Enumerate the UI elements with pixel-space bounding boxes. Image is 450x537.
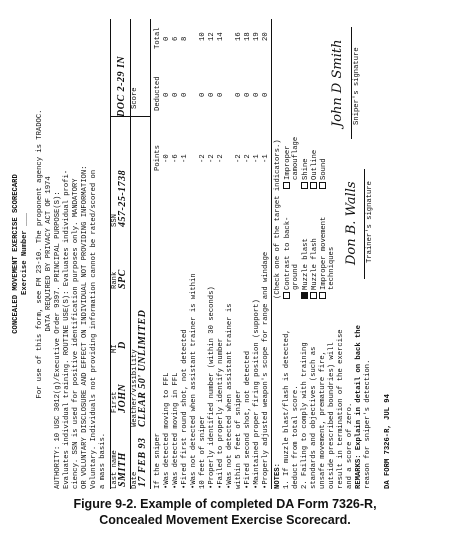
criteria-deducted: 0 bbox=[199, 92, 207, 97]
form-title: CONCEALED MOVEMENT EXERCISE SCORECARD bbox=[12, 174, 20, 334]
criteria-text: •Maintained proper firing position (support) bbox=[253, 299, 261, 489]
privacy-header: DATA REQUIRED BY PRIVACY ACT OF 1974 bbox=[45, 176, 53, 332]
total-header: Total bbox=[154, 27, 162, 49]
divider bbox=[271, 19, 272, 489]
criteria-deducted: 0 bbox=[253, 92, 261, 97]
deducted-header: Deducted bbox=[154, 76, 162, 111]
date-label: Date bbox=[131, 471, 139, 489]
divider bbox=[150, 19, 151, 489]
criteria-points: -2 bbox=[244, 154, 252, 163]
checkbox-icon bbox=[283, 182, 290, 189]
criteria-points: -1 bbox=[262, 154, 270, 163]
target-indicator bbox=[292, 264, 301, 299]
form-number: DA FORM 7326-R, JUL 94 bbox=[384, 394, 392, 489]
last-name-label: Last name bbox=[111, 450, 119, 489]
note-line: 2. Failing to comply with training bbox=[301, 342, 309, 489]
target-indicator bbox=[292, 137, 301, 189]
criteria-points: -0 bbox=[163, 154, 171, 163]
exercise-number: Exercise Number ___ bbox=[21, 213, 29, 295]
indicator-label: Improper bbox=[284, 145, 292, 180]
criteria-total: 0 bbox=[163, 36, 171, 41]
target-indicator bbox=[328, 247, 337, 299]
note-line: and a score of zero. bbox=[346, 402, 354, 489]
trainer-signature: Don B. Walls bbox=[344, 181, 359, 265]
criteria-text: within 5 feet of sniper bbox=[235, 389, 243, 489]
rank-label: Rank bbox=[111, 271, 119, 289]
criteria-total: 6 bbox=[172, 36, 180, 41]
weather-label: Weather/visibility bbox=[131, 349, 139, 427]
criteria-text: •Fired first round shot, not detected bbox=[181, 329, 189, 489]
note-line: outside prescribed boundries) will bbox=[328, 342, 336, 489]
indicator-label: Shine bbox=[302, 158, 310, 180]
criteria-text: 10 feet of sniper bbox=[199, 415, 207, 489]
criteria-points: -6 bbox=[172, 154, 180, 163]
criteria-total: 8 bbox=[181, 36, 189, 41]
criteria-points: -2 bbox=[208, 154, 216, 163]
criteria-points: -2 bbox=[199, 154, 207, 163]
checkbox-icon bbox=[319, 182, 326, 189]
indicator-label: techniques bbox=[328, 246, 336, 290]
indicator-label: camouflage bbox=[292, 136, 300, 180]
criteria-text: •Failed to properly identify number bbox=[217, 338, 225, 489]
indicator-instruction: (Check one of the target indicators.) bbox=[274, 139, 282, 299]
criteria-total: 18 bbox=[244, 32, 252, 41]
first-name-value: JOHN bbox=[117, 383, 128, 413]
proponent-line: For use of this form, see FM 23-10. The proponent agency is TRADOC. bbox=[36, 109, 44, 399]
criteria-deducted: 0 bbox=[208, 92, 216, 97]
privacy-line: ciency. SSN is used for positive identification purposes only. MANDATORY bbox=[72, 178, 80, 489]
indicator-label: Muzzle blast bbox=[302, 238, 310, 290]
checkbox-icon bbox=[310, 292, 317, 299]
privacy-line: a mass basis. bbox=[99, 432, 107, 489]
divider bbox=[110, 116, 150, 117]
criteria-text: •Was not detected when assistant trainer is bbox=[226, 303, 234, 489]
weather-value: CLEAR 50' UNLIMITED bbox=[137, 309, 148, 427]
note-line: deduct from total score. bbox=[292, 385, 300, 489]
criteria-total: 10 bbox=[199, 32, 207, 41]
checkbox-icon bbox=[283, 292, 290, 299]
middle-initial-value: D bbox=[117, 341, 128, 349]
note-line: standards and objectives (such as bbox=[310, 346, 318, 489]
checkbox-icon bbox=[301, 182, 308, 189]
trainer-signature-label: Trainer's signature bbox=[366, 181, 374, 263]
criteria-total: 19 bbox=[253, 32, 261, 41]
checkbox-icon bbox=[310, 182, 317, 189]
criteria-total: 14 bbox=[217, 32, 225, 41]
figure-caption bbox=[0, 496, 450, 528]
indicator-label: Sound bbox=[320, 158, 328, 180]
privacy-line: Voluntary. Individuals not providing information cannot be rated/scored on bbox=[90, 169, 98, 489]
divider bbox=[364, 169, 365, 279]
divider bbox=[351, 27, 352, 139]
criteria-points: -1 bbox=[181, 154, 189, 163]
checkbox-icon bbox=[319, 292, 326, 299]
criteria-total: 20 bbox=[262, 32, 270, 41]
criteria-total: 12 bbox=[208, 32, 216, 41]
criteria-deducted: 0 bbox=[163, 92, 171, 97]
indicator-label: Contrast to back- bbox=[284, 216, 292, 290]
indicator-label: Muzzle flash bbox=[311, 238, 319, 290]
notes-label: NOTES: bbox=[274, 463, 282, 489]
criteria-text: •Fired second shot, not detected bbox=[244, 350, 252, 489]
remarks-line: REMARKS: Explain in detail on back the bbox=[355, 325, 363, 489]
criteria-text: •Was detected moving in FFL bbox=[172, 372, 180, 489]
criteria-deducted: 0 bbox=[262, 92, 270, 97]
date-value: 17 FEB 93 bbox=[137, 437, 148, 487]
note-line: result in termination of the exercise bbox=[337, 329, 345, 489]
ssn-value: 457-25-1738 bbox=[117, 169, 128, 227]
indicator-label: Improper movement bbox=[320, 216, 328, 290]
score-value: DOC 2-29 IN bbox=[116, 55, 127, 117]
criteria-points: -2 bbox=[217, 154, 225, 163]
scanned-form-image bbox=[4, 4, 444, 490]
criteria-deducted: 0 bbox=[235, 92, 243, 97]
remarks-line: reason for sniper's detection. bbox=[364, 359, 372, 489]
criteria-text: •Properly identified number (within 30 seconds) bbox=[208, 286, 216, 489]
criteria-intro: If the sniper bbox=[154, 432, 162, 489]
privacy-line: OR VOLUNTARY DISCLOSURE AND EFFECT ON INDIVIDUAL NOT PROVIDING INFORMATION: bbox=[81, 165, 89, 489]
ssn-label: SSN bbox=[111, 214, 119, 227]
criteria-deducted: 0 bbox=[172, 92, 180, 97]
middle-initial-label: MI bbox=[111, 344, 119, 353]
score-label: Score bbox=[131, 87, 139, 109]
criteria-deducted: 0 bbox=[217, 92, 225, 97]
sniper-signature-label: Sniper's signature bbox=[353, 47, 361, 125]
criteria-deducted: 0 bbox=[244, 92, 252, 97]
note-line: unsafe movement, premature fire, bbox=[319, 350, 327, 489]
privacy-line: Evaluates individual training. ROUTINE USE(S): Evaluates individual profi- bbox=[63, 169, 71, 489]
sniper-signature: John D Smith bbox=[330, 39, 345, 127]
criteria-points: -2 bbox=[235, 154, 243, 163]
caption-line-1: Figure 9-2. Example of completed DA Form 7326-R, bbox=[73, 497, 377, 511]
last-name-value: SMITH bbox=[117, 452, 128, 487]
da-form-7326r bbox=[12, 19, 432, 489]
criteria-text: •Was not detected when assistant trainer is within bbox=[190, 273, 198, 489]
criteria-points: -1 bbox=[253, 154, 261, 163]
criteria-text: •Properly adjusted weapon's scope for range and windage bbox=[262, 251, 270, 489]
criteria-text: •Was detected moving to FFL bbox=[163, 372, 171, 489]
caption-line-2: Concealed Movement Exercise Scorecard. bbox=[99, 513, 351, 527]
criteria-deducted: 0 bbox=[181, 92, 189, 97]
checked-box-icon bbox=[301, 292, 308, 299]
privacy-line: AUTHORITY: 10 USC 3012(g)/Executive Order 9397. PRINCIPAL PURPOSE(S): bbox=[54, 191, 62, 489]
indicator-label: ground bbox=[292, 264, 300, 290]
divider bbox=[110, 19, 111, 489]
first-name-label: First bbox=[111, 391, 119, 413]
target-indicator bbox=[319, 158, 329, 189]
rank-value: SPC bbox=[117, 269, 128, 289]
criteria-total: 16 bbox=[235, 32, 243, 41]
note-line: 1. If muzzle blast/flash is detected, bbox=[283, 329, 291, 489]
points-header: Points bbox=[154, 145, 162, 171]
indicator-label: Outline bbox=[311, 149, 319, 180]
